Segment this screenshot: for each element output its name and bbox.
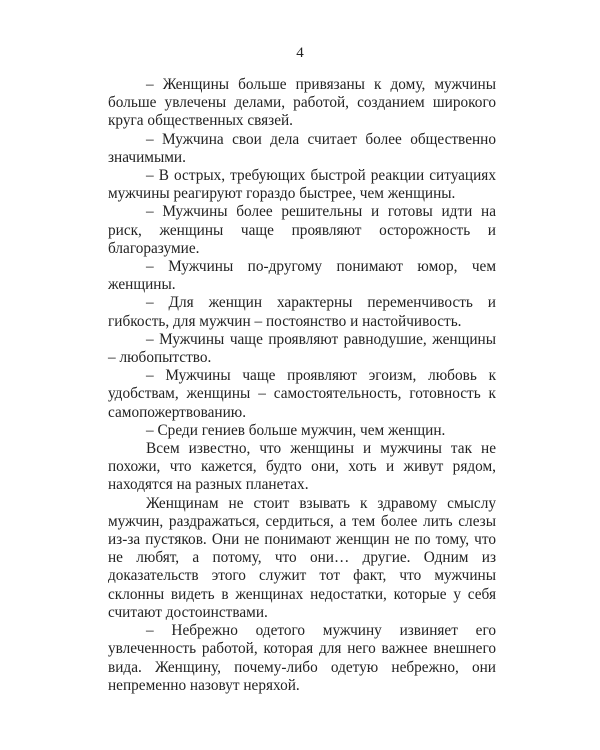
paragraph: – Женщины больше привязаны к дому, мужчины больше увлечены делами, работой, созданием широкого круга общественных связей. [108, 76, 496, 130]
paragraph: – Мужчины чаще проявляют равнодушие, женщины – любопытство. [108, 330, 496, 367]
page-text [108, 76, 496, 695]
paragraph: – Мужчины по-другому понимают юмор, чем женщины. [108, 258, 496, 294]
page-number: 4 [296, 45, 304, 61]
paragraph: Женщинам не стоит взывать к здравому смыслу мужчин, раздражаться, сердиться, а тем более лить слезы из-за пустяков. Они не понимают женщин не по тому, что не любят, а потому, что они… другие. Одним из доказательств этого служит тот факт, что мужчины склонны видеть в женщинах недостатки, которые у себя считают достоинствами. [108, 494, 496, 621]
paragraph: – В острых, требующих быстрой реакции ситуациях мужчины реагируют гораздо быстрее, чем женщины. [108, 167, 496, 203]
paragraph: – Мужчина свои дела считает более общественно значимыми. [108, 130, 496, 166]
paragraph: – Среди гениев больше мужчин, чем женщин. [146, 421, 446, 439]
paragraph: Всем известно, что женщины и мужчины так не похожи, что кажется, будто они, хоть и живут рядом, находятся на разных планетах. [108, 440, 496, 494]
paragraph: – Для женщин характерны переменчивость и гибкость, для мужчин – постоянство и настойчивость. [108, 294, 496, 330]
paragraph: – Мужчины более решительны и готовы идти на риск, женщины чаще проявляют осторожность и благоразумие. [108, 203, 496, 257]
paragraph: – Небрежно одетого мужчину извиняет его увлеченность работой, которая для него важнее внешнего вида. Женщину, почему-либо одетую небрежно, они непременно назовут неряхой. [108, 622, 496, 694]
paragraph: – Мужчины чаще проявляют эгоизм, любовь к удобствам, женщины – самостоятельность, готовность к самопожертвованию. [108, 367, 496, 421]
